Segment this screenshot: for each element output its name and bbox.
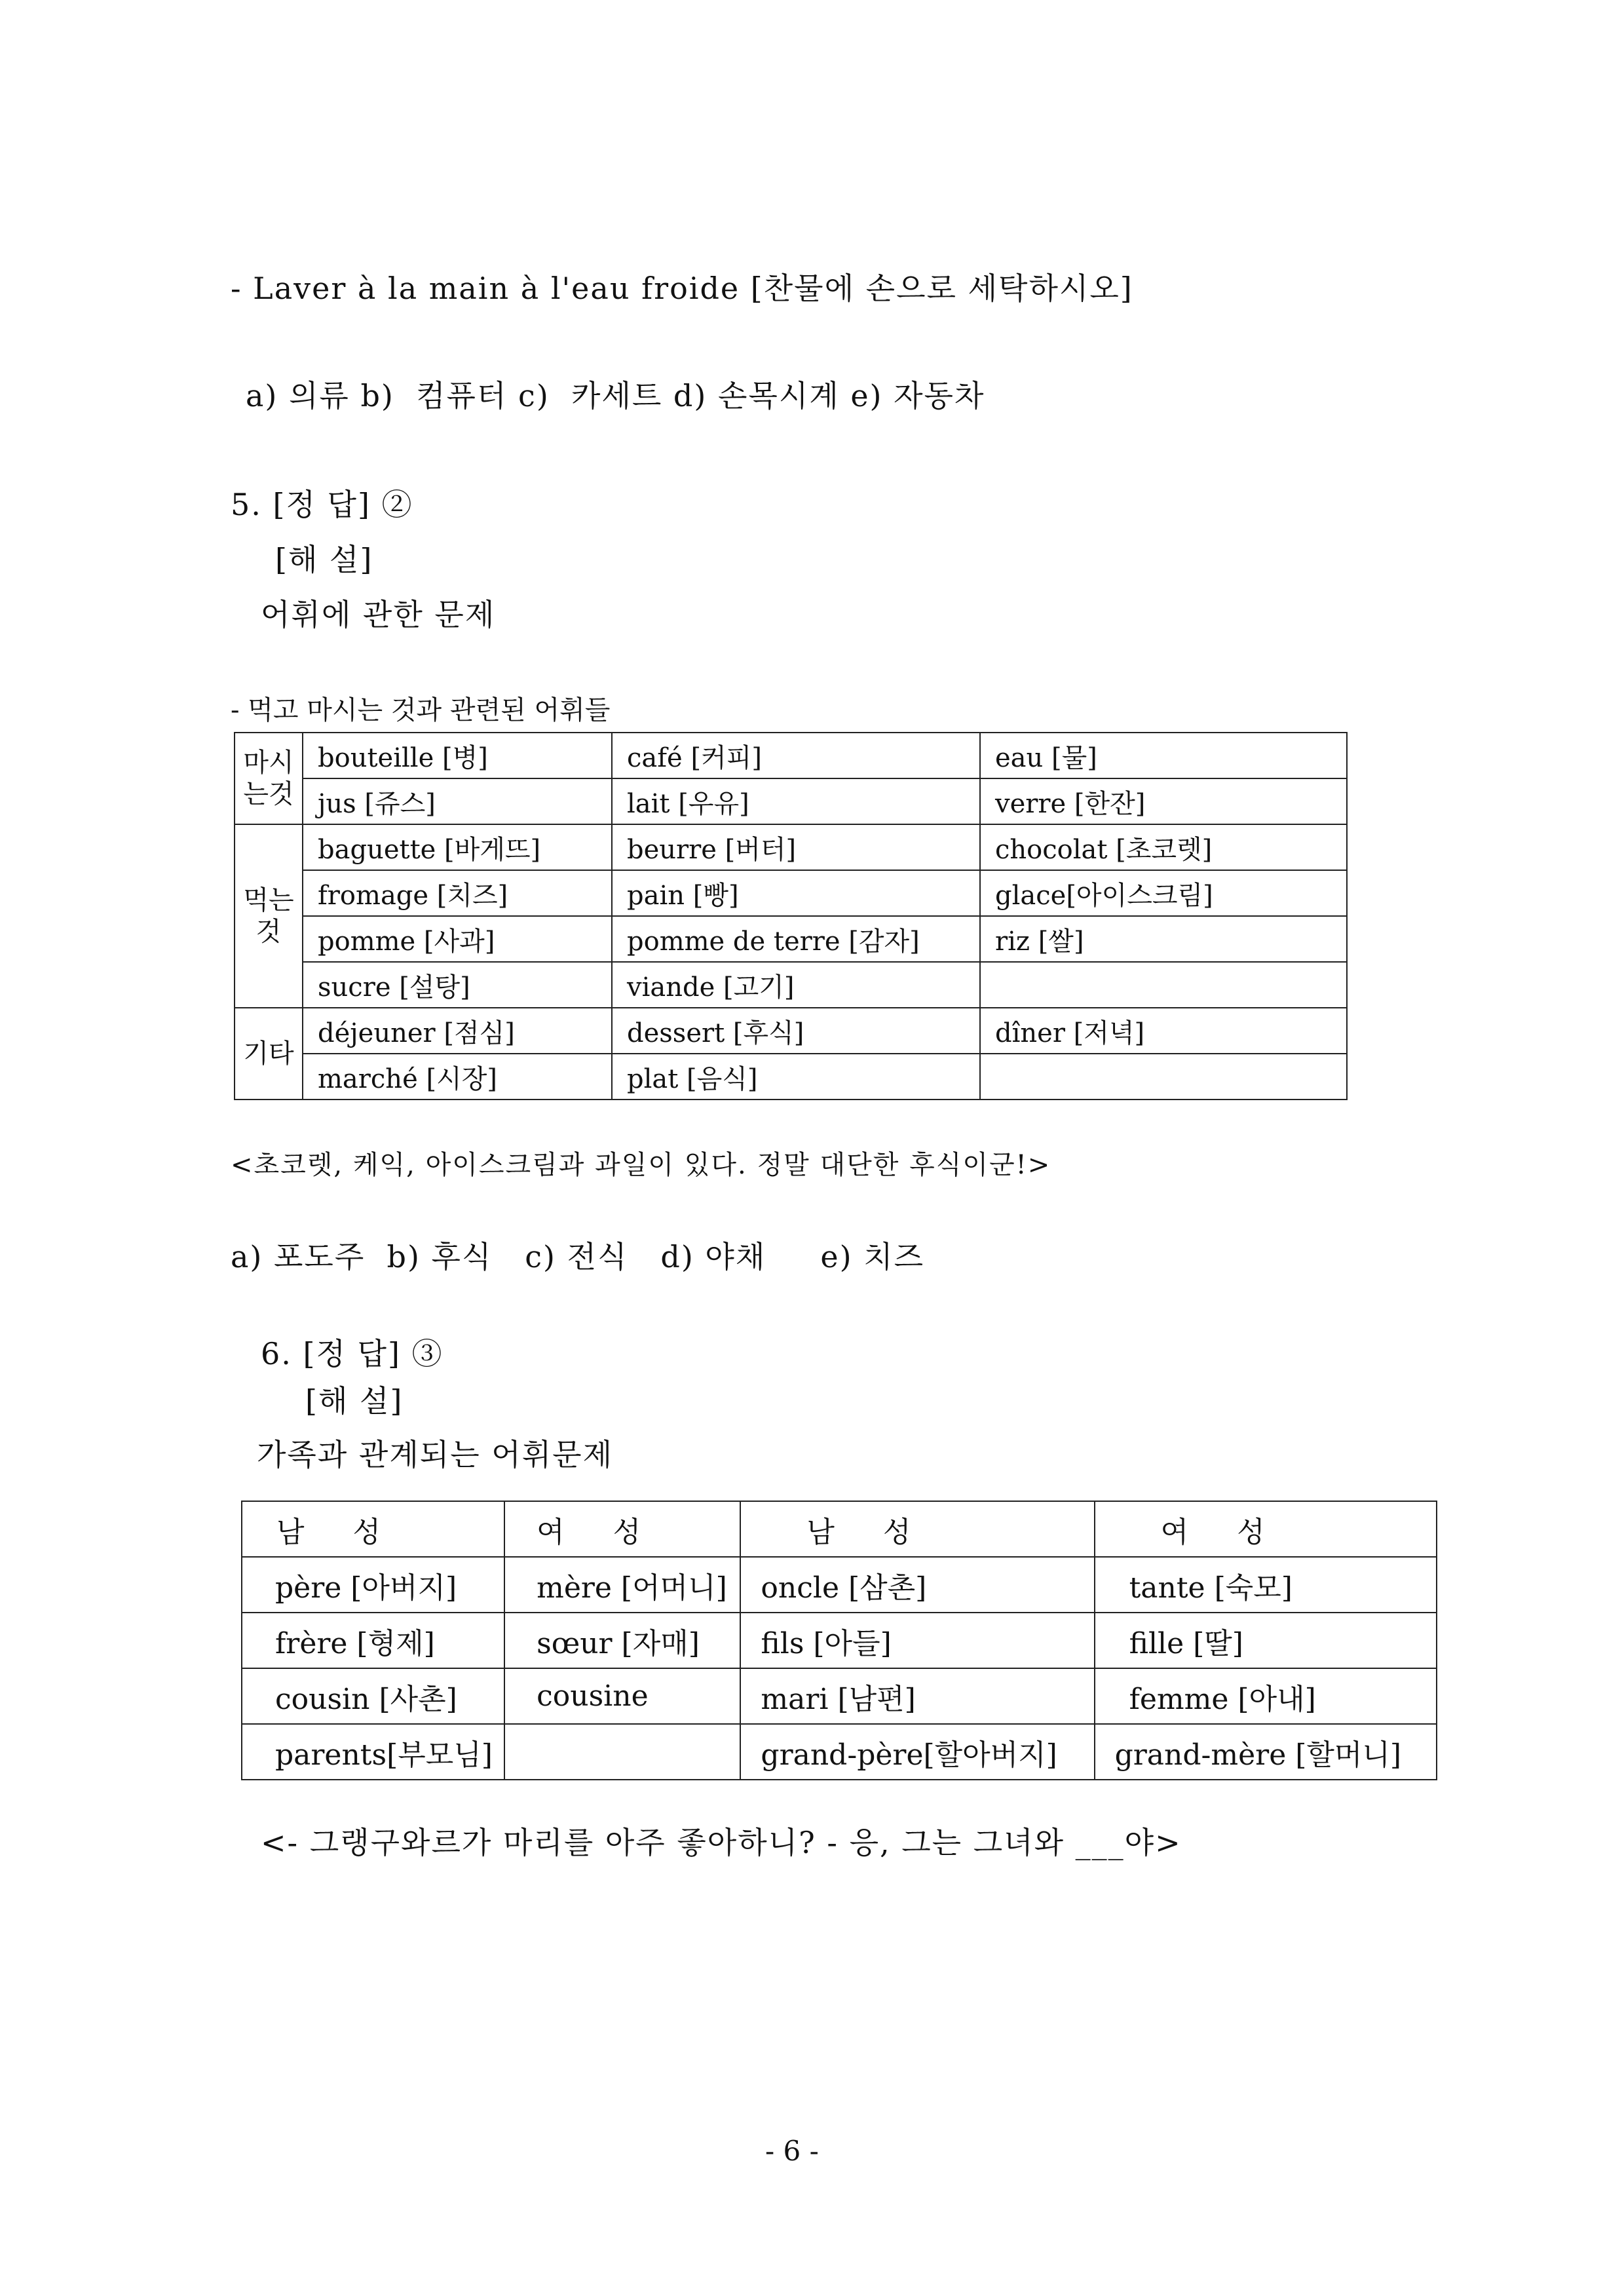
table-cell: sucre [설탕]	[303, 962, 612, 1008]
table-cell: dîner [저녁]	[980, 1008, 1347, 1054]
table-row	[235, 1054, 1347, 1100]
table-cell	[980, 962, 1347, 1008]
q5-quote: <초코렛, 케익, 아이스크림과 과일이 있다. 정말 대단한 후식이군!>	[231, 1150, 1051, 1180]
table-row	[242, 1557, 1437, 1613]
q5-answer: 5. [정 답] ②	[231, 487, 413, 522]
table-cell: fils [아들]	[740, 1613, 1094, 1668]
table-cell: riz [쌀]	[980, 916, 1347, 962]
food-vocabulary-table	[234, 732, 1348, 1100]
family-vocabulary-table	[241, 1501, 1437, 1780]
table-header-row	[242, 1501, 1437, 1557]
table-cell: dessert [후식]	[612, 1008, 980, 1054]
q6-topic: 가족과 관계되는 어휘문제	[257, 1437, 614, 1472]
table-cell: cousin [사촌]	[242, 1668, 504, 1724]
table-cell: fromage [치즈]	[303, 870, 612, 916]
table-cell: mari [남편]	[740, 1668, 1094, 1724]
table-row	[235, 962, 1347, 1008]
header-female: 여 성	[1095, 1501, 1437, 1557]
table-cell: oncle [삼촌]	[740, 1557, 1094, 1613]
table-cell: lait [우유]	[612, 778, 980, 824]
table-cell: tante [숙모]	[1095, 1557, 1437, 1613]
table-cell: frère [형제]	[242, 1613, 504, 1668]
table-cell: grand-mère [할머니]	[1095, 1724, 1437, 1780]
q5-options: a) 포도주 b) 후식 c) 전식 d) 야채 e) 치즈	[231, 1239, 925, 1274]
q6-explanation-label: [해 설]	[305, 1383, 404, 1419]
table-cell: grand-père[할아버지]	[740, 1724, 1094, 1780]
table-cell: glace[아이스크림]	[980, 870, 1347, 916]
table-cell: femme [아내]	[1095, 1668, 1437, 1724]
table-cell	[980, 1054, 1347, 1100]
table-cell: jus [쥬스]	[303, 778, 612, 824]
table-cell: cousine	[504, 1668, 740, 1724]
table-cell: pain [빵]	[612, 870, 980, 916]
table-row	[235, 824, 1347, 870]
table-cell: verre [한잔]	[980, 778, 1347, 824]
table-cell: sœur [자매]	[504, 1613, 740, 1668]
table-row	[235, 870, 1347, 916]
table-cell: pomme de terre [감자]	[612, 916, 980, 962]
table-cell: père [아버지]	[242, 1557, 504, 1613]
table-cell: pomme [사과]	[303, 916, 612, 962]
table-cell: baguette [바게뜨]	[303, 824, 612, 870]
table-row	[242, 1613, 1437, 1668]
table-cell: mère [어머니]	[504, 1557, 740, 1613]
table-cell: viande [고기]	[612, 962, 980, 1008]
table-row	[235, 778, 1347, 824]
category-other: 기타	[235, 1008, 303, 1100]
table-row	[242, 1724, 1437, 1780]
table-row	[242, 1668, 1437, 1724]
q5-topic: 어휘에 관한 문제	[261, 597, 496, 632]
q6-quote: <- 그랭구와르가 마리를 아주 좋아하니? - 응, 그는 그녀와 ___야>	[261, 1825, 1182, 1860]
table-row	[235, 1008, 1347, 1054]
food-table-caption: - 먹고 마시는 것과 관련된 어휘들	[231, 695, 611, 725]
table-row	[235, 733, 1347, 778]
category-eat: 먹는 것	[235, 824, 303, 1008]
table-cell: bouteille [병]	[303, 733, 612, 778]
care-instruction: - Laver à la main à l'eau froide [찬물에 손으로 세탁하시오]	[231, 271, 1133, 306]
table-cell: eau [물]	[980, 733, 1347, 778]
q6-answer: 6. [정 답] ③	[261, 1336, 444, 1371]
table-cell: chocolat [초코렛]	[980, 824, 1347, 870]
header-male: 남 성	[740, 1501, 1094, 1557]
table-cell: marché [시장]	[303, 1054, 612, 1100]
header-female: 여 성	[504, 1501, 740, 1557]
table-cell: déjeuner [점심]	[303, 1008, 612, 1054]
table-cell: beurre [버터]	[612, 824, 980, 870]
q4-options: a) 의류 b) 컴퓨터 c) 카세트 d) 손목시계 e) 자동차	[246, 378, 985, 413]
table-cell: café [커피]	[612, 733, 980, 778]
table-cell: parents[부모님]	[242, 1724, 504, 1780]
category-drink: 마시 는것	[235, 733, 303, 824]
header-male: 남 성	[242, 1501, 504, 1557]
table-row	[235, 916, 1347, 962]
table-cell	[504, 1724, 740, 1780]
page-number: - 6 -	[765, 2135, 819, 2167]
q5-explanation-label: [해 설]	[275, 542, 373, 577]
table-cell: plat [음식]	[612, 1054, 980, 1100]
table-cell: fille [딸]	[1095, 1613, 1437, 1668]
